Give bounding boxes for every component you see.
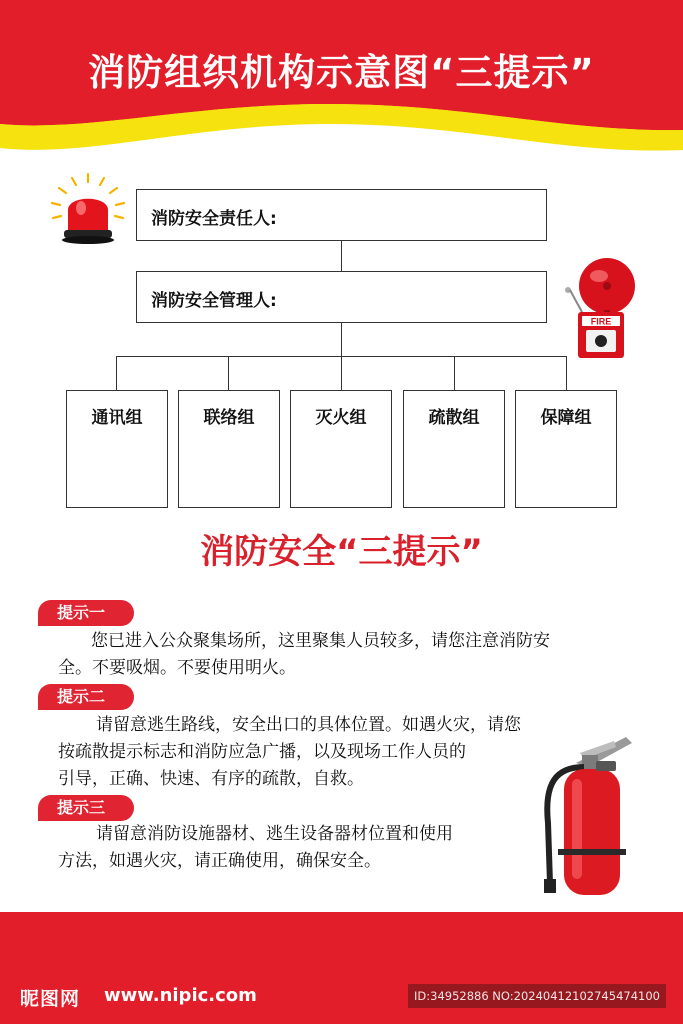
tip-badge-1: 提示一	[38, 600, 134, 626]
tip-line: 按疏散提示标志和消防应急广播，以及现场工作人员的	[58, 742, 466, 762]
tip-text-2	[58, 712, 521, 793]
fire-alarm-label: FIRE	[590, 316, 612, 327]
connector-line	[341, 356, 342, 390]
group-box-liaison	[178, 390, 280, 508]
group-label: 疏散组	[428, 408, 480, 428]
manager-person-box	[136, 271, 547, 323]
watermark-site: www.nipic.com	[104, 985, 257, 1006]
group-box-firefighting	[290, 390, 392, 508]
connector-line	[341, 323, 342, 356]
tip-line: 方法，如遇火灾，请正确使用，确保安全。	[58, 851, 381, 871]
tip-line: 引导，正确、快速、有序的疏散，自救。	[58, 769, 364, 789]
group-label: 通讯组	[91, 408, 143, 428]
tip-line: 您已进入公众聚集场所，这里聚集人员较多，请您注意消防安	[91, 631, 550, 651]
tip-text-1	[58, 628, 550, 682]
connector-line	[116, 356, 117, 390]
watermark-id: ID:34952886 NO:20240412102745474100	[408, 984, 666, 1008]
connector-line	[454, 356, 455, 390]
section-subtitle: 消防安全“三提示”	[200, 532, 483, 572]
tip-badge-2: 提示二	[38, 684, 134, 710]
group-box-support	[515, 390, 617, 508]
group-label: 联络组	[203, 408, 255, 428]
tip-line: 请留意逃生路线，安全出口的具体位置。如遇火灾，请您	[96, 715, 521, 735]
connector-line	[228, 356, 229, 390]
fire-extinguisher-icon	[536, 733, 646, 901]
watermark-logo: 昵图网	[20, 988, 81, 1010]
tip-line: 请留意消防设施器材、逃生设备器材位置和使用	[96, 824, 453, 844]
tip-line: 全。不要吸烟。不要使用明火。	[58, 658, 296, 678]
connector-line	[341, 241, 342, 271]
page-title: 消防组织机构示意图“三提示”	[88, 51, 595, 94]
tip-text-3	[58, 821, 453, 875]
group-label: 保障组	[540, 408, 592, 428]
tip-badge-3: 提示三	[38, 795, 134, 821]
group-box-communication	[66, 390, 168, 508]
manager-person-label: 消防安全管理人:	[151, 291, 277, 311]
warning-beacon-icon	[48, 170, 128, 250]
fire-alarm-bell-icon	[562, 252, 642, 362]
responsible-person-box	[136, 189, 547, 241]
group-label: 灭火组	[315, 408, 367, 428]
group-box-evacuation	[403, 390, 505, 508]
responsible-person-label: 消防安全责任人:	[151, 209, 277, 229]
